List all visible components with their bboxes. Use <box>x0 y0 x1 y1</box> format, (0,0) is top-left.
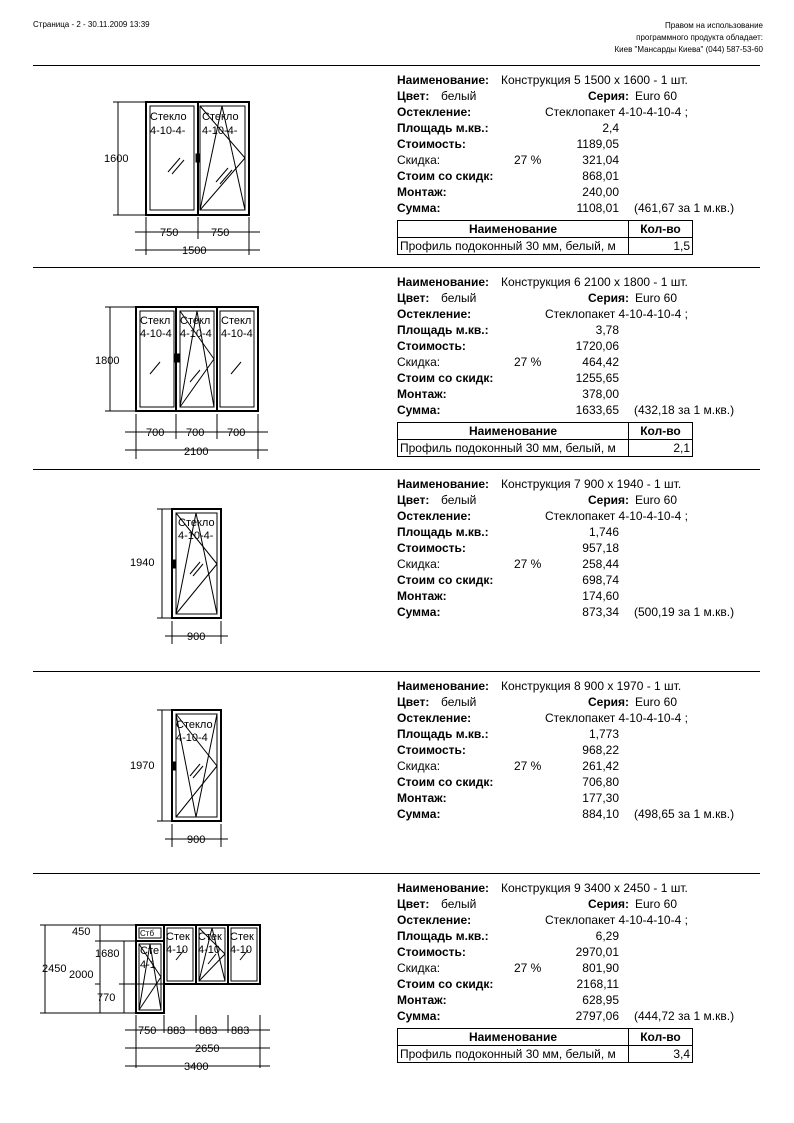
glass-label: Стекл <box>221 315 252 327</box>
per-m2-value: (461,67 за 1 м.кв.) <box>634 201 735 215</box>
series-value: Euro 60 <box>635 695 678 709</box>
info-row <box>397 136 777 152</box>
total-value: 1633,65 <box>575 403 619 417</box>
glass-label: 4-10 <box>166 944 189 956</box>
per-m2-value: (444,72 за 1 м.кв.) <box>634 1009 735 1023</box>
info-row <box>397 912 777 928</box>
total-value: 1108,01 <box>576 201 619 215</box>
cost-discounted-value: 868,01 <box>582 169 619 183</box>
info-row <box>397 184 777 200</box>
info-row <box>397 524 777 540</box>
area-label: Площадь м.кв.: <box>397 525 489 539</box>
discount-label: Скидка: <box>397 759 441 773</box>
discount-label: Скидка: <box>397 557 441 571</box>
glazing-value: Стеклопакет 4-10-4-10-4 ; <box>545 711 688 725</box>
discount-label: Скидка: <box>397 153 441 167</box>
cost-discounted-value: 1255,65 <box>575 371 619 385</box>
per-m2-value: (500,19 за 1 м.кв.) <box>634 605 735 619</box>
dim-height: 450 <box>72 926 91 938</box>
info-row <box>397 604 777 620</box>
name-value: Конструкция 8 900 х 1970 - 1 шт. <box>501 679 682 693</box>
install-value: 174,60 <box>582 589 619 603</box>
table-row <box>398 440 692 456</box>
glazing-value: Стеклопакет 4-10-4-10-4 ; <box>545 105 688 119</box>
separator-line <box>33 671 760 672</box>
glass-label: 4-10-4- <box>202 125 238 137</box>
dim-width: 750 <box>211 227 230 239</box>
area-value: 6,29 <box>595 929 619 943</box>
info-row <box>397 976 777 992</box>
cost-discounted-value: 2168,11 <box>576 977 619 991</box>
window-drawing <box>0 476 390 666</box>
cost-label: Стоимость: <box>397 339 466 353</box>
glass-label: Стек <box>230 931 254 943</box>
dim-width: 750 <box>160 227 179 239</box>
accessories-table <box>397 422 693 457</box>
table-cell-name: Профиль подоконный 30 мм, белый, м <box>400 1047 616 1061</box>
info-row <box>397 88 777 104</box>
info-row <box>397 168 777 184</box>
table-cell-name: Профиль подоконный 30 мм, белый, м <box>400 441 616 455</box>
dim-total-width: 2100 <box>184 446 209 458</box>
glass-label: 4-10-4 <box>176 732 208 744</box>
accessories-table <box>397 1028 693 1063</box>
install-label: Монтаж: <box>397 185 447 199</box>
cost-discounted-label: Стоим со скидк: <box>397 169 494 183</box>
cost-value: 968,22 <box>582 743 619 757</box>
name-value: Конструкция 9 3400 х 2450 - 1 шт. <box>501 881 688 895</box>
total-label: Сумма: <box>397 201 441 215</box>
info-row <box>397 710 777 726</box>
dim-height: 770 <box>97 992 116 1004</box>
cost-discounted-value: 698,74 <box>582 573 619 587</box>
table-header-row <box>398 423 692 440</box>
discount-value: 258,44 <box>582 557 619 571</box>
glass-label: 4-10 <box>230 944 253 956</box>
glass-label: Стек <box>166 931 190 943</box>
glass-label: Стб <box>140 929 155 938</box>
discount-value: 464,42 <box>582 355 619 369</box>
area-label: Площадь м.кв.: <box>397 929 489 943</box>
name-label: Наименование: <box>397 477 490 491</box>
glass-label: Стек <box>198 931 222 943</box>
table-header-qty: Кол-во <box>628 221 692 237</box>
discount-percent: 27 % <box>514 355 542 369</box>
info-row <box>397 306 777 322</box>
page-header-left: Страница - 2 - 30.11.2009 13:39 <box>33 20 150 29</box>
glass-label: Стекло <box>176 719 213 731</box>
info-row <box>397 774 777 790</box>
info-row <box>397 338 777 354</box>
info-row <box>397 556 777 572</box>
name-label: Наименование: <box>397 73 490 87</box>
color-label: Цвет: <box>397 695 430 709</box>
area-value: 3,78 <box>595 323 619 337</box>
info-row <box>397 290 777 306</box>
info-row <box>397 758 777 774</box>
discount-value: 321,04 <box>582 153 619 167</box>
discount-percent: 27 % <box>514 557 542 571</box>
color-label: Цвет: <box>397 291 430 305</box>
area-label: Площадь м.кв.: <box>397 323 489 337</box>
glass-label: 4-10-4 <box>221 328 253 340</box>
table-header-name: Наименование <box>468 222 558 236</box>
separator-line <box>33 65 760 66</box>
table-header-row <box>398 1029 692 1046</box>
total-label: Сумма: <box>397 605 441 619</box>
series-label: Серия: <box>588 695 630 709</box>
cost-discounted-label: Стоим со скидк: <box>397 977 494 991</box>
dim-width: 883 <box>231 1025 250 1037</box>
cost-label: Стоимость: <box>397 137 466 151</box>
glass-label: Стекл <box>180 315 211 327</box>
install-label: Монтаж: <box>397 993 447 1007</box>
info-row <box>397 726 777 742</box>
total-value: 884,10 <box>582 807 619 821</box>
install-value: 628,95 <box>582 993 619 1007</box>
cost-discounted-label: Стоим со скидк: <box>397 775 494 789</box>
info-row <box>397 370 777 386</box>
install-label: Монтаж: <box>397 589 447 603</box>
total-label: Сумма: <box>397 807 441 821</box>
cost-value: 1189,05 <box>576 137 619 151</box>
glass-label: Стекло <box>178 517 215 529</box>
info-row <box>397 540 777 556</box>
series-label: Серия: <box>588 89 630 103</box>
info-row <box>397 354 777 370</box>
glazing-label: Остекление: <box>397 307 472 321</box>
series-label: Серия: <box>588 493 630 507</box>
cost-discounted-value: 706,80 <box>582 775 619 789</box>
cost-label: Стоимость: <box>397 945 466 959</box>
cost-value: 2970,01 <box>575 945 619 959</box>
name-value: Конструкция 7 900 х 1940 - 1 шт. <box>501 477 682 491</box>
per-m2-value: (498,65 за 1 м.кв.) <box>634 807 735 821</box>
dim-width: 883 <box>199 1025 218 1037</box>
total-value: 873,34 <box>582 605 619 619</box>
info-row <box>397 694 777 710</box>
info-row <box>397 806 777 822</box>
info-row <box>397 200 777 216</box>
glass-label: 4-10 <box>198 944 221 956</box>
glass-label: Стe <box>140 945 160 957</box>
dim-width: 750 <box>138 1025 157 1037</box>
info-row <box>397 572 777 588</box>
glass-label: 4-10-4 <box>180 328 212 340</box>
install-value: 177,30 <box>582 791 619 805</box>
area-value: 2,4 <box>602 121 619 135</box>
glass-label: 4-10-4- <box>178 530 214 542</box>
table-cell-qty: 3,4 <box>628 1046 692 1062</box>
area-value: 1,746 <box>588 525 619 539</box>
color-value: белый <box>441 89 477 103</box>
area-label: Площадь м.кв.: <box>397 727 489 741</box>
rights-line-2: программного продукта обладает: <box>636 33 763 42</box>
discount-percent: 27 % <box>514 153 542 167</box>
table-header-name: Наименование <box>468 424 558 438</box>
discount-label: Скидка: <box>397 961 441 975</box>
info-row <box>397 476 777 492</box>
install-value: 240,00 <box>582 185 619 199</box>
info-row <box>397 880 777 896</box>
table-row <box>398 238 692 254</box>
dim-width: 700 <box>146 427 165 439</box>
area-value: 1,773 <box>588 727 619 741</box>
info-row <box>397 152 777 168</box>
separator-line <box>33 267 760 268</box>
dim-height: 1600 <box>104 153 129 165</box>
series-value: Euro 60 <box>635 493 678 507</box>
series-value: Euro 60 <box>635 291 678 305</box>
table-header-name: Наименование <box>468 1030 558 1044</box>
total-label: Сумма: <box>397 403 441 417</box>
info-row <box>397 944 777 960</box>
cost-value: 957,18 <box>582 541 619 555</box>
rights-line-1: Правом на использование <box>665 21 763 30</box>
table-header-qty: Кол-во <box>628 423 692 439</box>
window-drawing <box>0 72 390 262</box>
glazing-label: Остекление: <box>397 711 472 725</box>
color-label: Цвет: <box>397 89 430 103</box>
info-row <box>397 1008 777 1024</box>
table-cell-qty: 2,1 <box>628 440 692 456</box>
discount-percent: 27 % <box>514 961 542 975</box>
cost-label: Стоимость: <box>397 541 466 555</box>
info-row <box>397 960 777 976</box>
glass-label: 4-10-4- <box>150 125 186 137</box>
cost-value: 1720,06 <box>575 339 619 353</box>
rights-line-3: Киев "Мансарды Киева" (044) 587-53-60 <box>614 45 763 54</box>
info-row <box>397 120 777 136</box>
info-row <box>397 928 777 944</box>
color-label: Цвет: <box>397 493 430 507</box>
info-row <box>397 790 777 806</box>
window-drawing <box>0 274 390 464</box>
table-cell-qty: 1,5 <box>628 238 692 254</box>
color-value: белый <box>441 291 477 305</box>
glass-label: Стекл <box>140 315 171 327</box>
dim-width: 700 <box>186 427 205 439</box>
series-value: Euro 60 <box>635 897 678 911</box>
page-header-right <box>615 20 764 56</box>
info-row <box>397 104 777 120</box>
glass-label: Стекло <box>150 111 187 123</box>
glazing-value: Стеклопакет 4-10-4-10-4 ; <box>545 509 688 523</box>
glass-label: 4-10-4 <box>140 328 172 340</box>
table-row <box>398 1046 692 1062</box>
dim-height: 1970 <box>130 760 155 772</box>
dim-door-height: 2000 <box>69 969 94 981</box>
glass-label: Стекло <box>202 111 239 123</box>
dim-width: 700 <box>227 427 246 439</box>
separator-line <box>33 873 760 874</box>
color-value: белый <box>441 897 477 911</box>
info-row <box>397 992 777 1008</box>
info-row <box>397 72 777 88</box>
info-row <box>397 322 777 338</box>
accessories-table <box>397 220 693 255</box>
separator-line <box>33 469 760 470</box>
dim-total-width: 3400 <box>184 1061 209 1073</box>
info-row <box>397 508 777 524</box>
info-row <box>397 896 777 912</box>
name-value: Конструкция 5 1500 х 1600 - 1 шт. <box>501 73 688 87</box>
dim-width: 900 <box>187 834 206 846</box>
install-value: 378,00 <box>582 387 619 401</box>
name-value: Конструкция 6 2100 х 1800 - 1 шт. <box>501 275 688 289</box>
dim-width: 900 <box>187 631 206 643</box>
dim-mid-width: 2650 <box>195 1043 220 1055</box>
info-row <box>397 678 777 694</box>
cost-discounted-label: Стоим со скидк: <box>397 573 494 587</box>
discount-percent: 27 % <box>514 759 542 773</box>
series-value: Euro 60 <box>635 89 678 103</box>
install-label: Монтаж: <box>397 791 447 805</box>
window-drawing <box>0 678 390 868</box>
total-label: Сумма: <box>397 1009 441 1023</box>
discount-label: Скидка: <box>397 355 441 369</box>
info-row <box>397 492 777 508</box>
table-cell-name: Профиль подоконный 30 мм, белый, м <box>400 239 616 253</box>
install-label: Монтаж: <box>397 387 447 401</box>
color-value: белый <box>441 695 477 709</box>
cost-label: Стоимость: <box>397 743 466 757</box>
area-label: Площадь м.кв.: <box>397 121 489 135</box>
info-row <box>397 274 777 290</box>
color-value: белый <box>441 493 477 507</box>
glazing-label: Остекление: <box>397 913 472 927</box>
info-row <box>397 402 777 418</box>
cost-discounted-label: Стоим со скидк: <box>397 371 494 385</box>
info-row <box>397 588 777 604</box>
color-label: Цвет: <box>397 897 430 911</box>
discount-value: 801,90 <box>582 961 619 975</box>
discount-value: 261,42 <box>582 759 619 773</box>
dim-height: 1800 <box>95 355 120 367</box>
dim-total-width: 1500 <box>182 245 207 257</box>
dim-height: 1680 <box>95 948 120 960</box>
dim-width: 883 <box>167 1025 186 1037</box>
glazing-value: Стеклопакет 4-10-4-10-4 ; <box>545 307 688 321</box>
series-label: Серия: <box>588 897 630 911</box>
name-label: Наименование: <box>397 679 490 693</box>
name-label: Наименование: <box>397 881 490 895</box>
glazing-value: Стеклопакет 4-10-4-10-4 ; <box>545 913 688 927</box>
info-row <box>397 742 777 758</box>
series-label: Серия: <box>588 291 630 305</box>
dim-total-height: 2450 <box>42 963 67 975</box>
glazing-label: Остекление: <box>397 105 472 119</box>
glass-label: 4-1 <box>140 959 156 971</box>
glazing-label: Остекление: <box>397 509 472 523</box>
name-label: Наименование: <box>397 275 490 289</box>
table-header-row <box>398 221 692 238</box>
info-row <box>397 386 777 402</box>
dim-height: 1940 <box>130 557 155 569</box>
total-value: 2797,06 <box>575 1009 619 1023</box>
table-header-qty: Кол-во <box>628 1029 692 1045</box>
per-m2-value: (432,18 за 1 м.кв.) <box>634 403 735 417</box>
window-drawing <box>0 880 390 1080</box>
